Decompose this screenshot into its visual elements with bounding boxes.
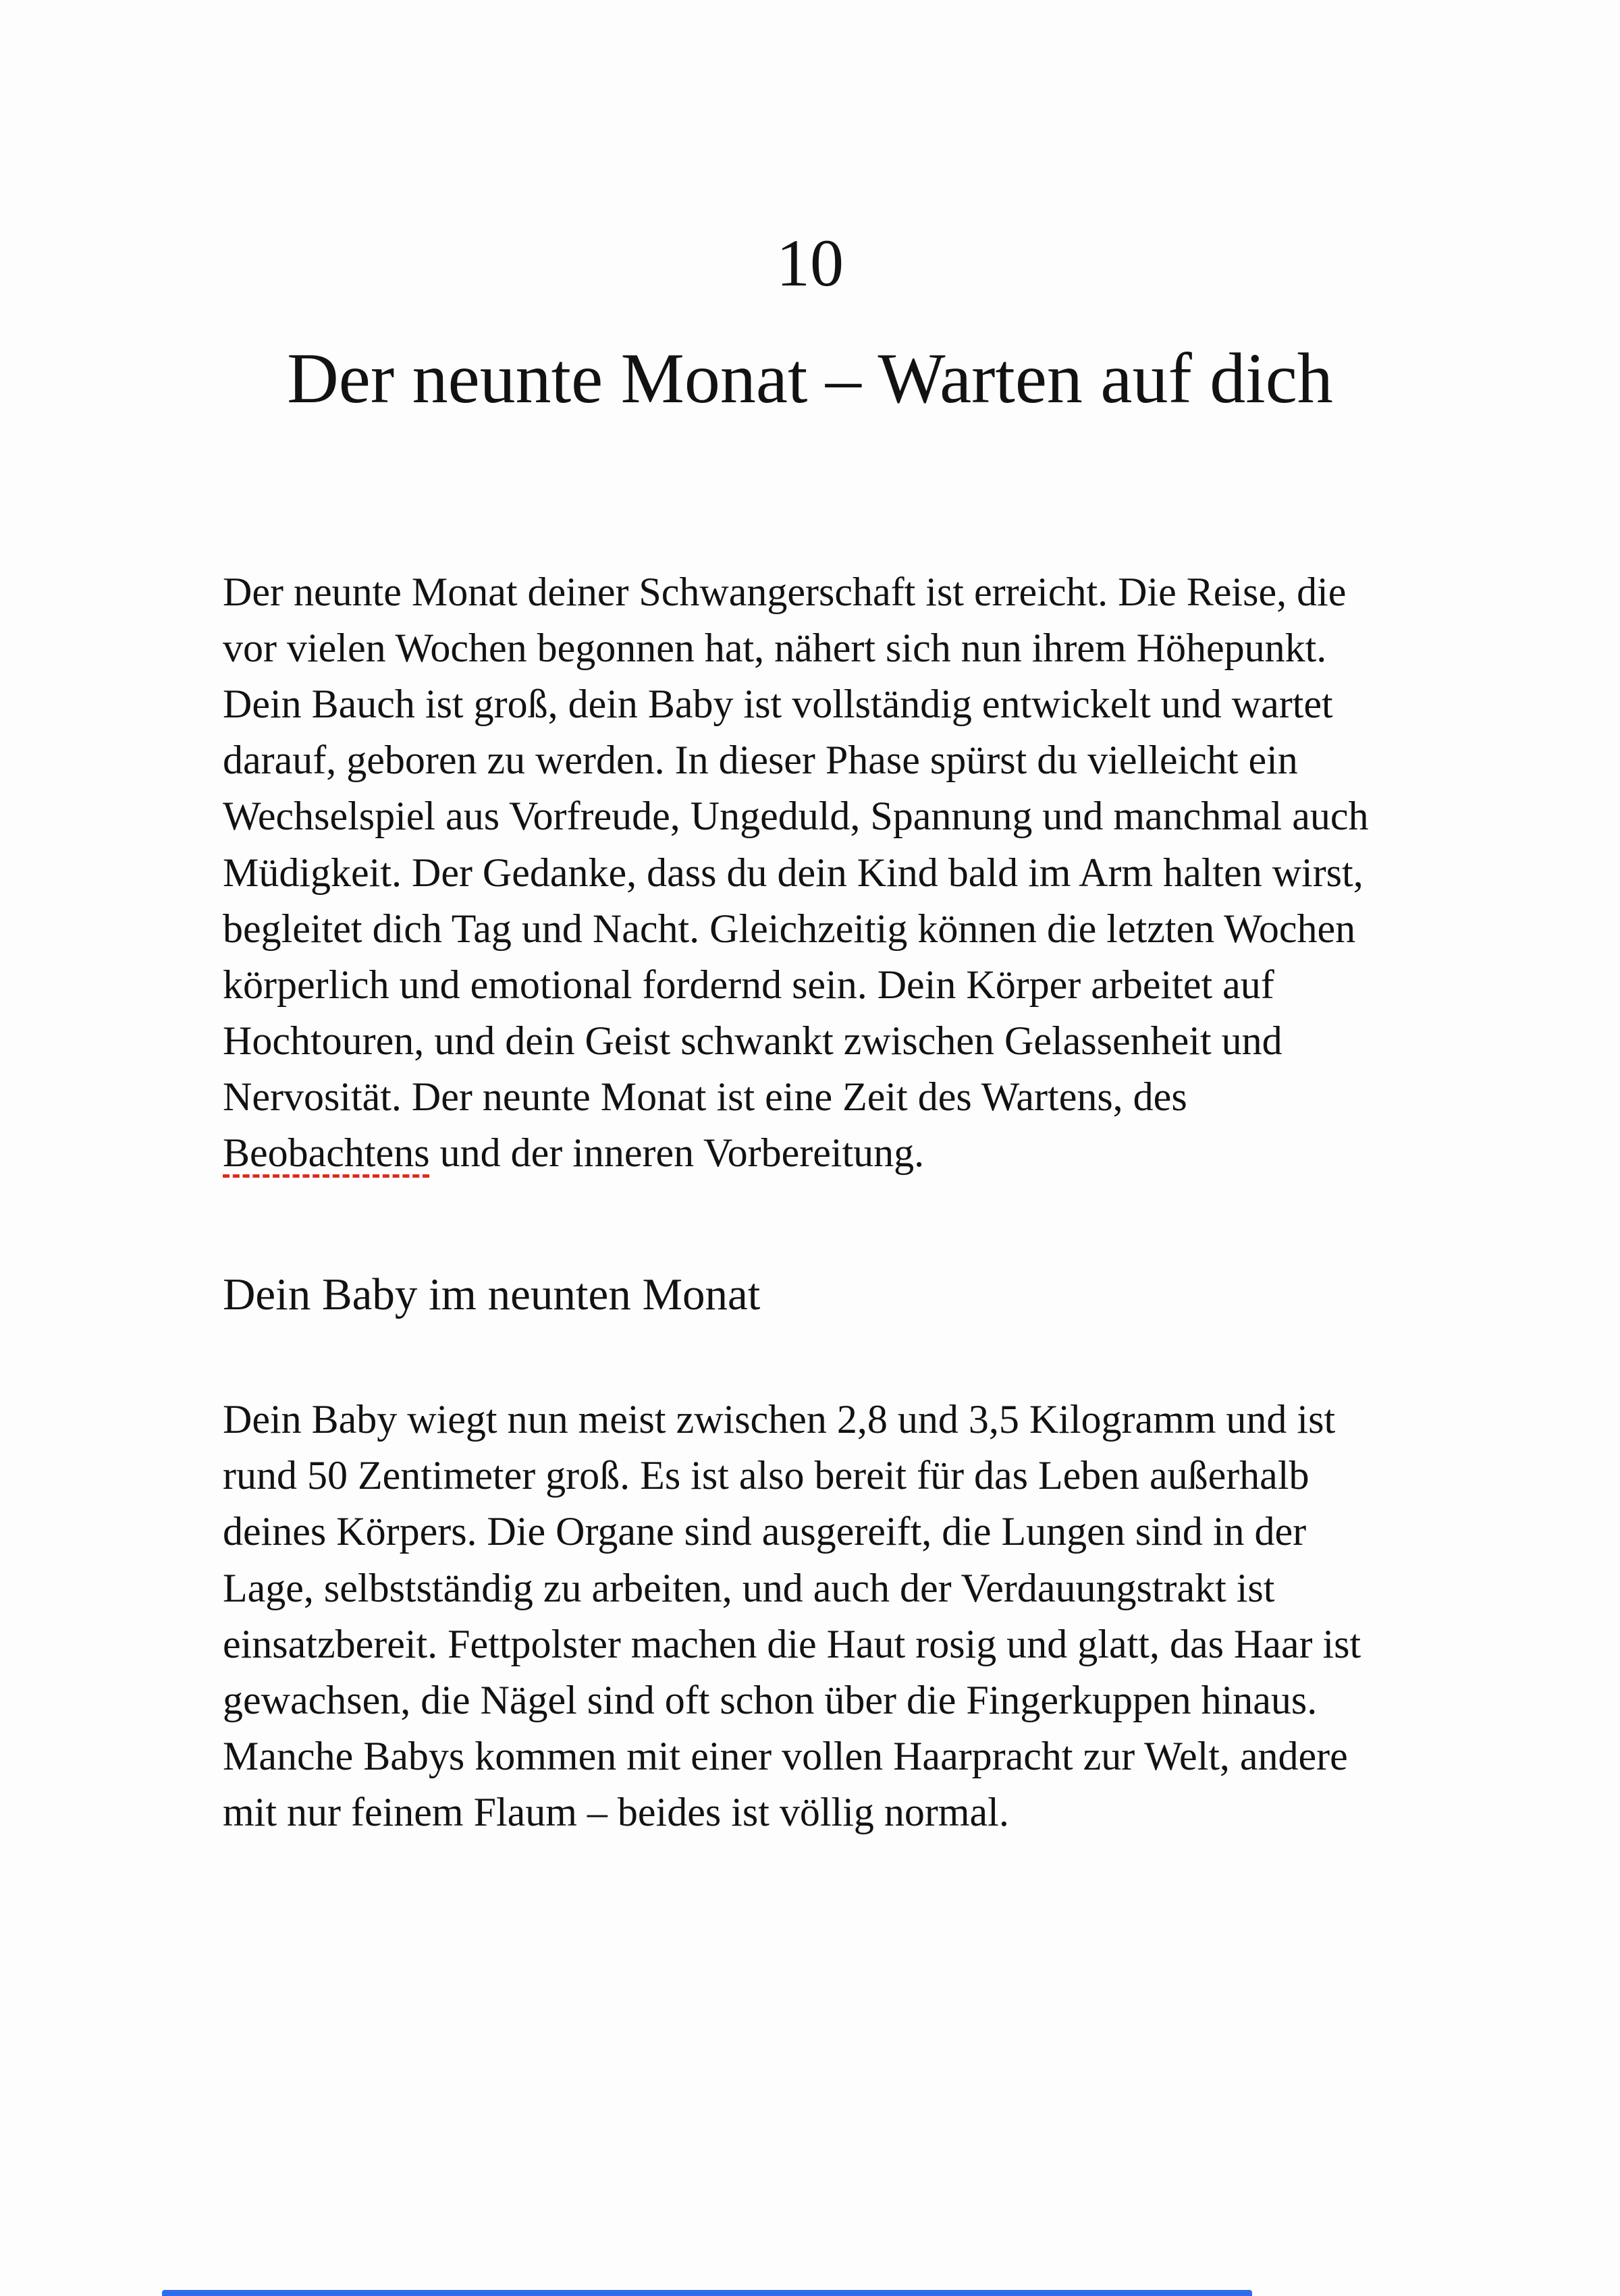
paragraph-intro [223, 564, 1397, 1181]
paragraph-intro-text-after: und der inneren Vorbereitung. [429, 1130, 925, 1176]
spellcheck-underlined-word: Beobachtens [223, 1130, 430, 1176]
chapter-title: Der neunte Monat – Warten auf dich [287, 339, 1333, 418]
paragraph-baby: Dein Baby wiegt nun meist zwischen 2,8 und 3,5 Kilogramm und ist rund 50 Zentimeter groß. Es ist also bereit für das Leben außerhalb deines Körpers. Die Organe sind ausgereift, die Lungen sind in der Lage, selbstständig zu arbeiten, und auch der Verdauungstrakt ist einsatzbereit. Fettpolster machen die Haut rosig und glatt, das Haar ist gewachsen, die Nägel sind oft schon über die Fingerkuppen hinaus. Manche Babys kommen mit einer vollen Haarpracht zur Welt, andere mit nur feinem Flaum – beides ist völlig normal. [223, 1397, 1361, 1834]
reading-progress-bar [162, 2290, 1252, 2296]
paragraph-intro-text-before: Der neunte Monat deiner Schwangerschaft ist erreicht. Die Reise, die vor vielen Wochen begonnen hat, nähert sich nun ihrem Höhepunkt. Dein Bauch ist groß, dein Baby ist vollständig entwickelt und wartet darauf, geboren zu werden. In dieser Phase spürst du vielleicht ein Wechselspiel aus Vorfreude, Ungeduld, Spannung und manchmal auch Müdigkeit. Der Gedanke, dass du dein Kind bald im Arm halten wirst, begleitet dich Tag und Nacht. Gleichzeitig können die letzten Wochen körperlich und emotional fordernd sein. Dein Körper arbeitet auf Hochtouren, und dein Geist schwankt zwischen Gelassenheit und Nervosität. Der neunte Monat ist eine Zeit des Wartens, des [223, 570, 1369, 1119]
chapter-number: 10 [776, 225, 844, 300]
section-heading-baby-im-neunten-monat: Dein Baby im neunten Monat [223, 1269, 761, 1320]
